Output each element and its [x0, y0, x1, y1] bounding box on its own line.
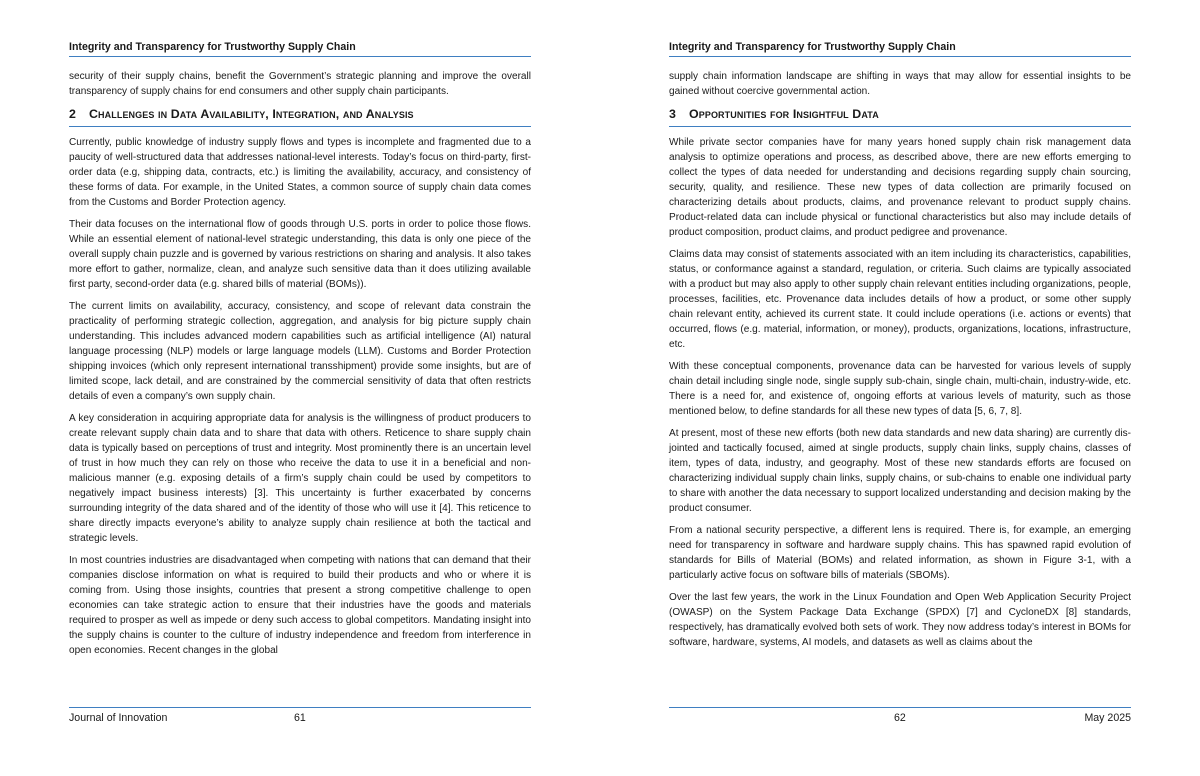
paragraph: A key consideration in acquiring appropriate data for analysis is the willingness of product producers to create relevant supply chain data and to share that data with others. Reticence to share supply chain data is typically based on perceptions of trust and integrity. Most prominently there is an uncertain level of trust in how much they can rely on those who receive the data to use it in a beneficial and non-malicious manner (e.g. exposing details of a firm’s supply chain could be used by competitors to negatively impact business interests) [3]. This uncertainty is further exacerbated by concerns surrounding integrity of the data shared and of the identity of those who will use it [4]. This reticence to share directly impacts everyone’s ability to analyze supply chain resilience at both the tactical and strategic levels. — [69, 413, 531, 544]
paragraph: Their data focuses on the international flow of goods through U.S. ports in order to police those flows. While an essential element of national-level strategic understanding, this data is only one piece of the overall supply chain puzzle and is governed by various restrictions on sharing and analysis. It also takes more effort to gather, normalize, clean, and analyze such sensitive data than it does utilizing available first party, second-order data (e.g. shared bills of material (BOMs)). — [69, 219, 531, 290]
section-heading — [69, 106, 531, 127]
paragraph: Claims data may consist of statements associated with an item including its characteristics, capabilities, status, or conformance against a standard, regulation, or criteria. Such claims are typically associated with a product but may also apply to other supply chain relevant entities including organizations, people, processes, facilities, etc. Provenance data includes details of how a product, or some other supply chain relevant entity, achieved its current state. It could include operations (i.e. actions or events) that occurred, flows (e.g. material, information, or money), products, organizations, locations, infrastructure, etc. — [669, 249, 1131, 350]
paragraph: Currently, public knowledge of industry supply flows and types is incomplete and fragmented due to a paucity of well-structured data that addresses national-level interests. Today’s focus on third-party, first-order data (e.g, shipping data, contracts, etc.) is limiting the availability, accuracy, and consistency of these forms of data. For example, in the United States, a common source of supply chain data comes from the Customs and Border Protection agency. — [69, 137, 531, 208]
section-number: 2 — [69, 107, 76, 121]
section-title: Challenges in Data Availability, Integration, and Analysis — [89, 107, 414, 121]
issue-date: May 2025 — [1084, 712, 1131, 724]
header-rule — [669, 56, 1131, 57]
paragraph: While private sector companies have for many years honed supply chain risk management data analysis to optimize operations and process, as described above, there are new efforts emerging to collect the types of data needed for understanding and decisions regarding supply chain sourcing, security, quality, and resilience. These new types of data collection are primarily focused on characterizing details about products, claims, and provenance relevant to product supply chains. Product-related data can include physical or functional characteristics but also may include details of product composition, product claims, and product pedigree and provenance. — [669, 137, 1131, 238]
paragraph: The current limits on availability, accuracy, consistency, and scope of relevant data constrain the practicality of performing strategic collection, aggregation, and analysis for big picture supply chain understanding. This includes advanced modern capabilities such as artificial intelligence (AI) natural language processing (NLP) models or large language models (LLM). Customs and Border Protection shipping invoices (which only represent international transshipment) provide some insights, but are of limited scope, lack detail, and are constrained by the commercial sensitivity of data that often restricts details of even a company’s own supply chain. — [69, 301, 531, 402]
journal-name: Journal of Innovation — [69, 712, 168, 724]
footer-rule — [69, 707, 531, 708]
paragraph: From a national security perspective, a different lens is required. There is, for example, an emerging need for transparency in software and hardware supply chains. This has spawned rapid evolution of standards for Bills of Material (BOMs) and related information, as shown in Figure 3-1, with a particularly active focus on software bills of materials (SBOMs). — [669, 525, 1131, 581]
running-head: Integrity and Transparency for Trustworthy Supply Chain — [69, 41, 356, 53]
page-62 — [669, 0, 1131, 776]
intro-paragraph: security of their supply chains, benefit the Government’s strategic planning and improve the overall transparency of supply chains for end consumers and other supply chain participants. — [69, 71, 531, 97]
paragraph: With these conceptual components, provenance data can be harvested for various levels of supply chain detail including single node, single supply sub-chain, single chain, multi-chain, industry-wide, etc. There is a need for, and existence of, ongoing efforts at various levels of maturity, such as those mentioned below, to define standards for all these new types of data [5, 6, 7, 8]. — [669, 361, 1131, 417]
header-rule — [69, 56, 531, 57]
section-heading — [669, 106, 1131, 127]
section-title: Opportunities for Insightful Data — [689, 107, 879, 121]
page-body — [69, 69, 531, 665]
intro-paragraph: supply chain information landscape are shifting in ways that may allow for essential insights to be gained without coercive governmental action. — [669, 71, 1131, 97]
page-body — [669, 69, 1131, 657]
paragraph: At present, most of these new efforts (both new data standards and new data sharing) are currently dis-jointed and tactically focused, aimed at single products, supply chain links, supply chains, classes of item, types of data, industry, and geography. Most of these new standards efforts are focused on characterizing individual supply chain links, supply chains, or sub-chains to enable one individual party to share with another the data necessary to support localized understanding and decision making by the product consumer. — [669, 428, 1131, 514]
section-number: 3 — [669, 107, 676, 121]
paragraph: Over the last few years, the work in the Linux Foundation and Open Web Application Security Project (OWASP) on the System Package Data Exchange (SPDX) [7] and CycloneDX [8] standards, respectively, has dramatically evolved both sets of work. They now address today’s interest in BOMs for software, hardware, systems, AI models, and datasets as well as claims about the — [669, 592, 1131, 648]
page-number: 61 — [294, 712, 306, 724]
page-number: 62 — [894, 712, 906, 724]
page-61 — [69, 0, 531, 776]
paragraph: In most countries industries are disadvantaged when competing with nations that can demand that their companies disclose information on what is required to build their products and who or where it is coming from. Using those insights, countries that present a strong competitive challenge to open economies can take strategic action to ensure that their industries have the goods and materials required to prosper as well as impede or deny such access to global competitors. Mandating insight into the supply chains is counter to the culture of industry independence and freedom from interference in open economies. Recent changes in the global — [69, 555, 531, 656]
running-head: Integrity and Transparency for Trustworthy Supply Chain — [669, 41, 956, 53]
footer-rule — [669, 707, 1131, 708]
